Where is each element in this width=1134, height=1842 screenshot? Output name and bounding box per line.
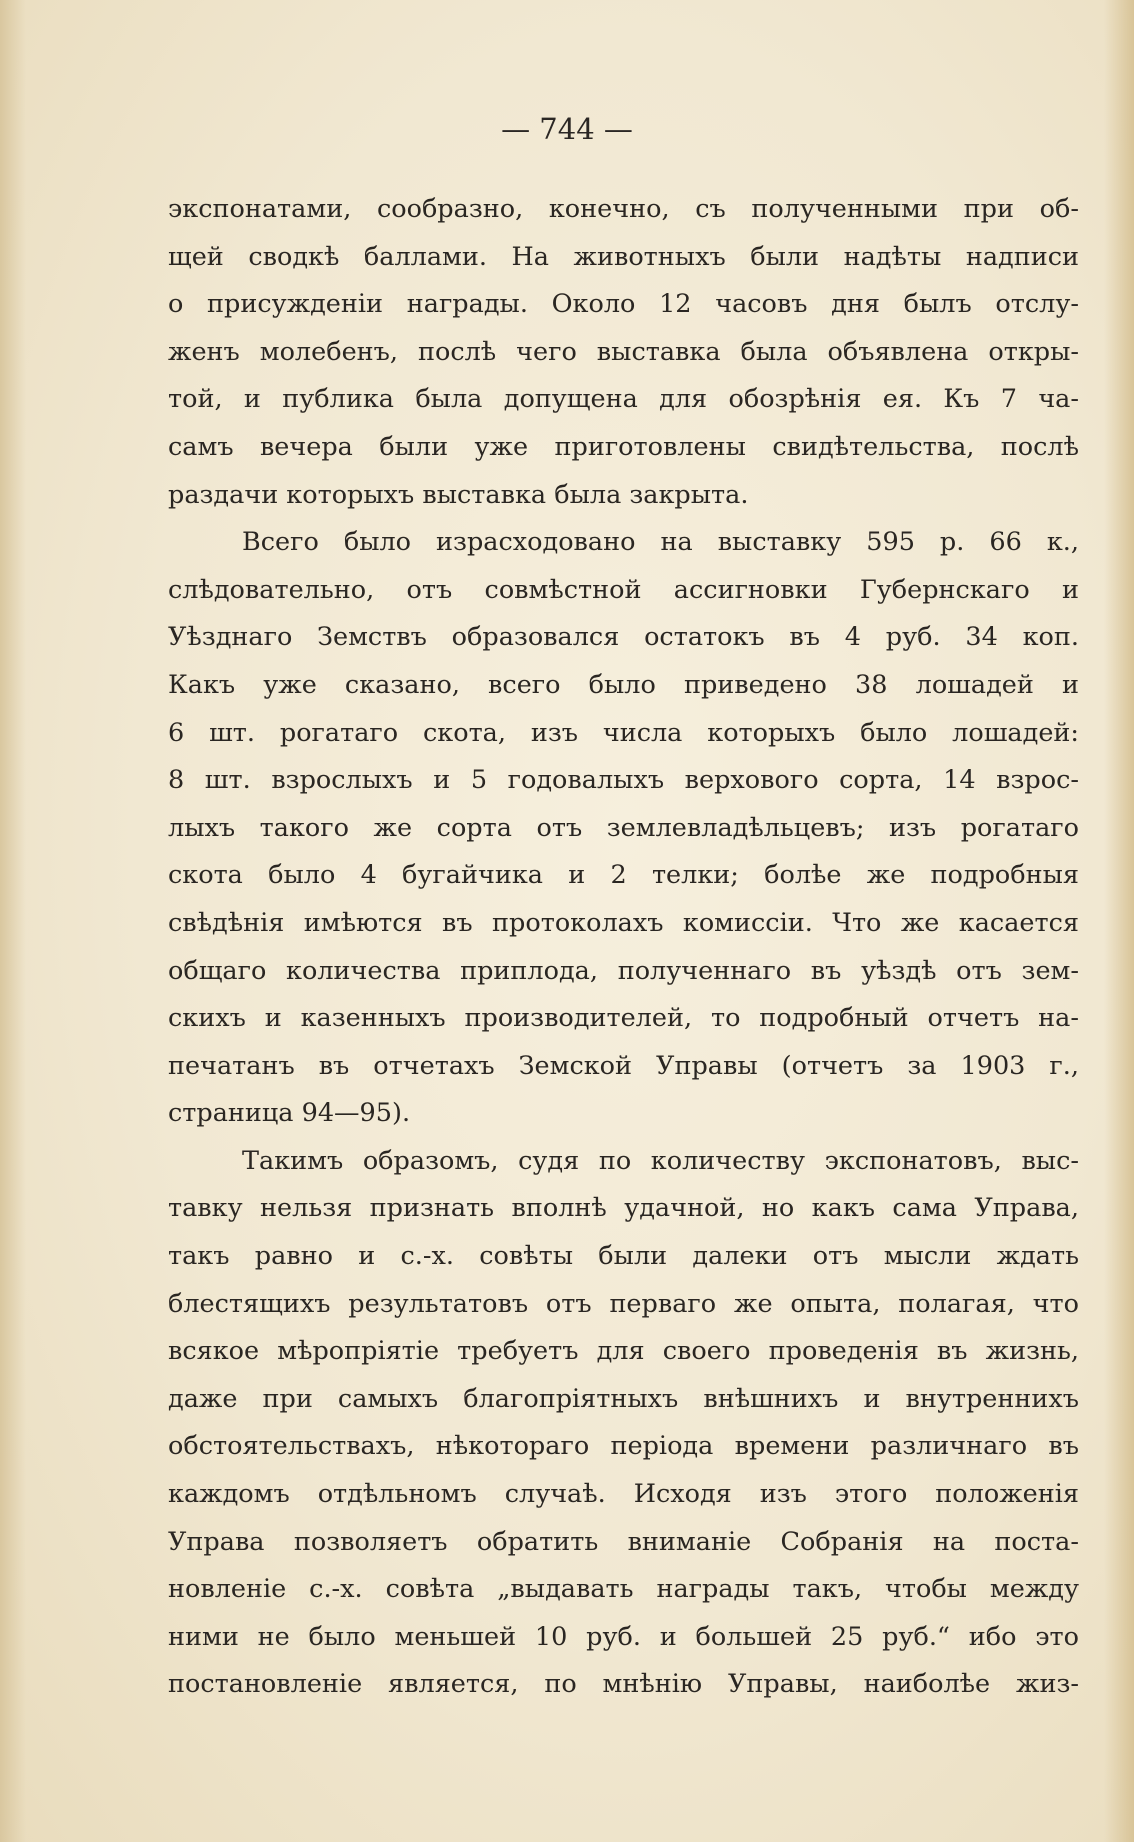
text-line: самъ вечера были уже приготовлены свидѣтельства, послѣ xyxy=(168,431,1079,462)
text-line: той, и публика была допущена для обозрѣнiя ея. Къ 7 ча- xyxy=(168,384,1079,415)
text-line: страница 94—95). xyxy=(168,1098,411,1129)
text-line: даже при самыхъ благопрiятныхъ внѣшнихъ и внутреннихъ xyxy=(168,1383,1079,1414)
text-line: 8 шт. взрослыхъ и 5 годовалыхъ верхового сорта, 14 взрос- xyxy=(168,765,1079,796)
text-line: общаго количества приплода, полученнаго въ уѣздѣ отъ зем- xyxy=(168,955,1079,986)
text-line: Такимъ образомъ, судя по количеству экспонатовъ, выс- xyxy=(242,1145,1079,1176)
text-line: печатанъ въ отчетахъ Земской Управы (отчетъ за 1903 г., xyxy=(168,1050,1079,1081)
text-line: Всего было израсходовано на выставку 595 р. 66 к., xyxy=(242,527,1079,558)
text-line: ними не было меньшей 10 руб. и большей 25 руб.“ ибо это xyxy=(168,1621,1079,1652)
text-line: Управа позволяетъ обратить вниманiе Собранiя на поста- xyxy=(168,1526,1079,1557)
text-line: постановленiе является, по мнѣнiю Управы, наиболѣе жиз- xyxy=(168,1669,1079,1700)
text-line: свѣдѣнiя имѣются въ протоколахъ комиссiи. Что же касается xyxy=(168,907,1079,938)
text-line: женъ молебенъ, послѣ чего выставка была объявлена откры- xyxy=(168,336,1079,367)
text-line: блестящихъ результатовъ отъ перваго же опыта, полагая, что xyxy=(168,1288,1079,1319)
text-line: всякое мѣропрiятiе требуетъ для своего проведенiя въ жизнь, xyxy=(168,1336,1079,1367)
body-text xyxy=(168,186,1079,1709)
text-line: о присужденiи награды. Около 12 часовъ дня былъ отслу- xyxy=(168,289,1079,320)
text-line: лыхъ такого же сорта отъ землевладѣльцевъ; изъ рогатаго xyxy=(168,812,1079,843)
text-line: обстоятельствахъ, нѣкотораго перiода времени различнаго въ xyxy=(168,1431,1079,1462)
page-edge-shadow-left xyxy=(0,0,26,1842)
text-line: экспонатами, сообразно, конечно, съ полученными при об- xyxy=(168,194,1079,224)
text-line: 6 шт. рогатаго скота, изъ числа которыхъ было лошадей: xyxy=(168,717,1079,748)
paragraph-2 xyxy=(168,519,1079,1138)
text-line: скихъ и казенныхъ производителей, то подробный отчетъ на- xyxy=(168,1003,1079,1034)
text-line: тавку нельзя признать вполнѣ удачной, но какъ сама Управа, xyxy=(168,1193,1079,1224)
text-line: щей сводкѣ баллами. На животныхъ были надѣты надписи xyxy=(168,241,1079,272)
text-line: Уѣзднаго Земствъ образовался остатокъ въ 4 руб. 34 коп. xyxy=(168,622,1079,653)
page-edge-shadow-right xyxy=(1104,0,1134,1842)
paragraph-3 xyxy=(168,1138,1079,1709)
text-line: каждомъ отдѣльномъ случаѣ. Исходя изъ этого положенiя xyxy=(168,1479,1079,1510)
text-line: слѣдовательно, отъ совмѣстной ассигновки Губернскаго и xyxy=(168,574,1079,605)
text-line: Какъ уже сказано, всего было приведено 38 лошадей и xyxy=(168,669,1079,700)
text-line: новленiе с.-х. совѣта „выдавать награды такъ, чтобы между xyxy=(168,1574,1079,1605)
paragraph-1 xyxy=(168,186,1079,519)
text-line: скота было 4 бугайчика и 2 телки; болѣе же подробныя xyxy=(168,860,1079,891)
page-number: — 744 — xyxy=(501,112,633,146)
text-line: такъ равно и с.-х. совѣты были далеки отъ мысли ждать xyxy=(168,1241,1079,1272)
text-line: раздачи которыхъ выставка была закрыта. xyxy=(168,479,749,510)
